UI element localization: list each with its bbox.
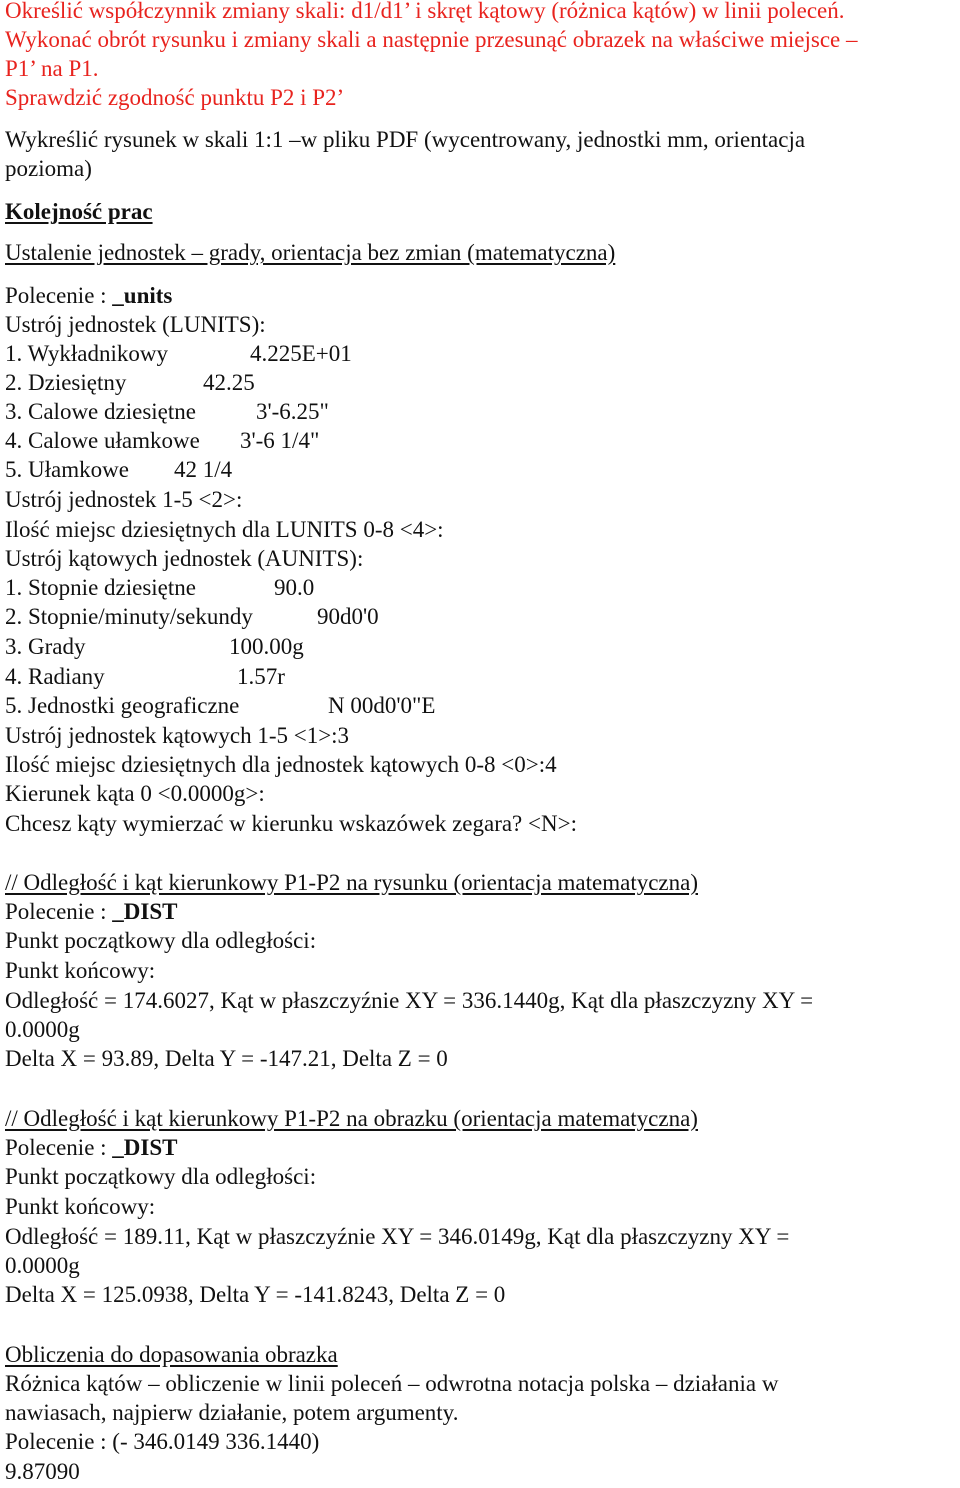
command-line-dist: [5, 897, 178, 926]
dist-start-point: Punkt początkowy dla odległości:: [5, 1164, 317, 1189]
calc-command: Polecenie : (- 346.0149 336.1440): [5, 1429, 320, 1454]
option-example: 42.25: [203, 370, 255, 395]
option-label: 1. Wykładnikowy: [5, 341, 169, 366]
lunits-option: [5, 368, 255, 397]
dist-end-point: Punkt końcowy:: [5, 1194, 156, 1219]
option-example: 90.0: [274, 575, 315, 600]
aunits-precision: Ilość miejsc dziesiętnych dla jednostek kątowych 0-8 <0>:4: [5, 752, 557, 777]
aunits-option: [5, 573, 314, 602]
dist-result: Odległość = 189.11, Kąt w płaszczyźnie XY = 346.0149g, Kąt dla płaszczyzny XY =: [5, 1224, 790, 1249]
angle-base: Kierunek kąta 0 <0.0000g>:: [5, 781, 265, 806]
option-example: 1.57r: [237, 664, 285, 689]
option-label: 2. Stopnie/minuty/sekundy: [5, 604, 253, 629]
command-prompt: Polecenie :: [5, 283, 113, 308]
instruction-line: Określić współczynnik zmiany skali: d1/d1’ i skręt kątowy (różnica kątów) w linii poleceń.: [5, 0, 845, 23]
command-prompt: Polecenie :: [5, 1135, 113, 1160]
option-example: 90d0'0: [317, 604, 379, 629]
instruction-line: Sprawdzić zgodność punktu P2 i P2’: [5, 85, 345, 110]
option-label: 1. Stopnie dziesiętne: [5, 575, 196, 600]
command-prompt: Polecenie :: [5, 899, 113, 924]
dist-start-point: Punkt początkowy dla odległości:: [5, 928, 317, 953]
units-note: Ustalenie jednostek – grady, orientacja bez zmian (matematyczna): [5, 240, 616, 265]
plot-instruction: pozioma): [5, 156, 92, 181]
aunits-title: Ustrój kątowych jednostek (AUNITS):: [5, 546, 364, 571]
option-example: 42 1/4: [174, 457, 233, 482]
command-name: _DIST: [112, 899, 178, 924]
option-label: 4. Radiany: [5, 664, 105, 689]
dist-result: Odległość = 174.6027, Kąt w płaszczyźnie XY = 336.1440g, Kąt dla płaszczyzny XY =: [5, 988, 814, 1013]
aunits-option: [5, 691, 435, 720]
aunits-option: [5, 602, 379, 631]
lunits-precision: Ilość miejsc dziesiętnych dla LUNITS 0-8 <4>:: [5, 517, 444, 542]
dist-end-point: Punkt końcowy:: [5, 958, 156, 983]
aunits-choice: Ustrój jednostek kątowych 1-5 <1>:3: [5, 723, 350, 748]
calc-result: 9.87090: [5, 1459, 80, 1484]
section-heading-calc: Obliczenia do dopasowania obrazka: [5, 1342, 338, 1367]
lunits-option: [5, 397, 329, 426]
option-label: 5. Ułamkowe: [5, 457, 129, 482]
aunits-option: [5, 662, 285, 691]
calc-text: nawiasach, najpierw działanie, potem argumenty.: [5, 1400, 459, 1425]
section-heading-order: Kolejność prac: [5, 199, 153, 224]
lunits-choice: Ustrój jednostek 1-5 <2>:: [5, 487, 243, 512]
dist-delta: Delta X = 125.0938, Delta Y = -141.8243, Delta Z = 0: [5, 1282, 506, 1307]
option-example: 100.00g: [229, 634, 304, 659]
lunits-option: [5, 455, 232, 484]
dist-result-cont: 0.0000g: [5, 1253, 80, 1278]
option-example: N 00d0'0"E: [328, 693, 436, 718]
option-label: 3. Calowe dziesiętne: [5, 399, 196, 424]
option-label: 4. Calowe ułamkowe: [5, 428, 200, 453]
lunits-option: [5, 426, 319, 455]
option-label: 5. Jednostki geograficzne: [5, 693, 240, 718]
aunits-option: [5, 632, 304, 661]
clockwise-question: Chcesz kąty wymierzać w kierunku wskazówek zegara? <N>:: [5, 811, 577, 836]
dist-result-cont: 0.0000g: [5, 1017, 80, 1042]
instruction-line: P1’ na P1.: [5, 56, 99, 81]
command-name: _units: [112, 283, 173, 308]
command-line-dist: [5, 1133, 178, 1162]
dist-delta: Delta X = 93.89, Delta Y = -147.21, Delta Z = 0: [5, 1046, 448, 1071]
command-line-units: [5, 281, 172, 310]
lunits-option: [5, 339, 352, 368]
lunits-title: Ustrój jednostek (LUNITS):: [5, 312, 266, 337]
option-example: 3'-6.25": [256, 399, 329, 424]
dist-comment-drawing: // Odległość i kąt kierunkowy P1-P2 na rysunku (orientacja matematyczna): [5, 870, 698, 895]
command-name: _DIST: [112, 1135, 178, 1160]
plot-instruction: Wykreślić rysunek w skali 1:1 –w pliku PDF (wycentrowany, jednostki mm, orientacja: [5, 127, 806, 152]
option-example: 4.225E+01: [250, 341, 352, 366]
instruction-line: Wykonać obrót rysunku i zmiany skali a następnie przesunąć obrazek na właściwe miejsce –: [5, 27, 858, 52]
option-label: 2. Dziesiętny: [5, 370, 127, 395]
option-label: 3. Grady: [5, 634, 86, 659]
option-example: 3'-6 1/4": [240, 428, 320, 453]
dist-comment-image: // Odległość i kąt kierunkowy P1-P2 na obrazku (orientacja matematyczna): [5, 1106, 698, 1131]
calc-text: Różnica kątów – obliczenie w linii poleceń – odwrotna notacja polska – działania w: [5, 1371, 779, 1396]
